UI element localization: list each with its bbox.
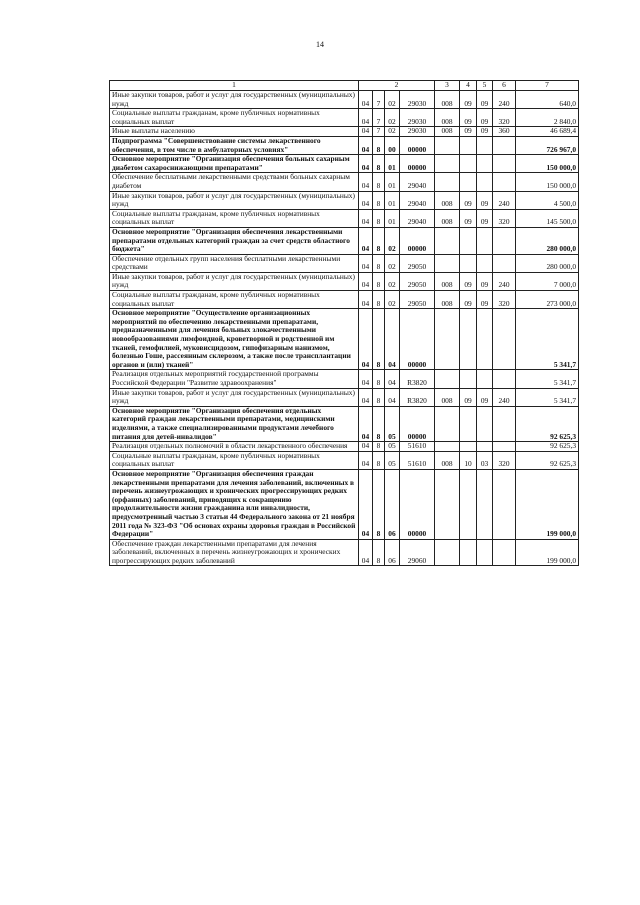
code-cell (477, 406, 493, 441)
code-cell: 02 (385, 291, 400, 309)
code-cell: 320 (493, 209, 516, 227)
code-cell: 06 (385, 539, 400, 566)
code-cell: 02 (385, 91, 400, 109)
code-cell: 8 (373, 191, 385, 209)
code-cell: 8 (373, 370, 385, 388)
table-row (110, 406, 579, 441)
code-cell: 00000 (400, 227, 435, 254)
code-cell: 09 (477, 209, 493, 227)
code-cell: 008 (435, 209, 460, 227)
code-cell: 8 (373, 254, 385, 272)
code-cell: 8 (373, 227, 385, 254)
code-cell: 09 (460, 209, 477, 227)
code-cell: 29040 (400, 173, 435, 191)
header-cell: 3 (435, 81, 460, 91)
code-cell: 09 (477, 272, 493, 290)
code-cell: 7 (373, 91, 385, 109)
code-cell (460, 309, 477, 370)
code-cell: 008 (435, 109, 460, 127)
code-cell: 09 (477, 109, 493, 127)
code-cell: 09 (460, 127, 477, 137)
code-cell (435, 254, 460, 272)
code-cell: 04 (385, 309, 400, 370)
table-row (110, 254, 579, 272)
code-cell: 8 (373, 469, 385, 539)
code-cell: 8 (373, 388, 385, 406)
code-cell: 04 (359, 127, 373, 137)
description-cell: Иные закупки товаров, работ и услуг для государственных (муниципальных) нужд (110, 388, 359, 406)
code-cell (477, 469, 493, 539)
code-cell: 04 (359, 539, 373, 566)
code-cell: 00000 (400, 155, 435, 173)
code-cell: 008 (435, 388, 460, 406)
code-cell (493, 370, 516, 388)
code-cell (460, 173, 477, 191)
code-cell (493, 309, 516, 370)
code-cell: 008 (435, 127, 460, 137)
table-row (110, 539, 579, 566)
table-row (110, 209, 579, 227)
description-cell: Иные выплаты населению (110, 127, 359, 137)
code-cell (435, 370, 460, 388)
description-cell: Основное мероприятие "Осуществление организационных мероприятий по обеспечению лекарственными препаратами, предназначенными для лечения больных злокачественными новообразованиями лимфоидной, кроветворной и родственной им тканей, гемофилией, муковисцидозом, гипофизарным нанизмом, болезнью Гоше, рассеянным склерозом, а также после трансплантации органов и (или) тканей" (110, 309, 359, 370)
table-row (110, 127, 579, 137)
table-row (110, 191, 579, 209)
code-cell (460, 370, 477, 388)
code-cell: 09 (460, 91, 477, 109)
code-cell (477, 155, 493, 173)
table-row (110, 469, 579, 539)
description-cell: Социальные выплаты гражданам, кроме публичных нормативных социальных выплат (110, 291, 359, 309)
code-cell: 00000 (400, 406, 435, 441)
code-cell (493, 227, 516, 254)
code-cell: 04 (385, 388, 400, 406)
header-cell: 1 (110, 81, 359, 91)
code-cell: 8 (373, 451, 385, 469)
header-cell: 5 (477, 81, 493, 91)
code-cell: 04 (359, 109, 373, 127)
description-cell: Основное мероприятие "Организация обеспечения граждан лекарственными препаратами для лечения заболеваний, включенных в перечень жизнеугрожающих и хронических прогрессирующих редких (орфанных) заболеваний, приводящих к сокращению продолжительности жизни гражданина или инвалидности, предусмотренный частью 3 статьи 44 Федерального закона от 21 ноября 2011 года № 323-ФЗ "Об основах охраны здоровья граждан в Российской Федерации" (110, 469, 359, 539)
code-cell: 01 (385, 155, 400, 173)
code-cell: 09 (460, 191, 477, 209)
code-cell: 00000 (400, 469, 435, 539)
code-cell: 09 (460, 388, 477, 406)
code-cell (460, 469, 477, 539)
code-cell (493, 254, 516, 272)
code-cell: 09 (477, 291, 493, 309)
code-cell: 8 (373, 539, 385, 566)
code-cell (435, 442, 460, 452)
code-cell: 04 (359, 91, 373, 109)
code-cell: 05 (385, 406, 400, 441)
code-cell: 04 (359, 291, 373, 309)
table-row (110, 227, 579, 254)
code-cell: 29040 (400, 191, 435, 209)
code-cell: 04 (359, 442, 373, 452)
code-cell: 03 (477, 451, 493, 469)
code-cell (435, 309, 460, 370)
code-cell: 8 (373, 406, 385, 441)
code-cell: 29050 (400, 254, 435, 272)
code-cell: 8 (373, 136, 385, 154)
amount-cell: 273 000,0 (516, 291, 579, 309)
code-cell: 7 (373, 109, 385, 127)
code-cell: 02 (385, 127, 400, 137)
description-cell: Иные закупки товаров, работ и услуг для государственных (муниципальных) нужд (110, 191, 359, 209)
code-cell (460, 406, 477, 441)
amount-cell: 280 000,0 (516, 227, 579, 254)
table-row (110, 370, 579, 388)
code-cell: 008 (435, 91, 460, 109)
code-cell: 04 (359, 388, 373, 406)
code-cell (460, 155, 477, 173)
code-cell: 09 (477, 388, 493, 406)
code-cell (435, 155, 460, 173)
code-cell (460, 442, 477, 452)
code-cell: 02 (385, 109, 400, 127)
code-cell: 8 (373, 309, 385, 370)
amount-cell: 199 000,0 (516, 539, 579, 566)
code-cell: 04 (359, 227, 373, 254)
header-cell: 4 (460, 81, 477, 91)
code-cell: 240 (493, 272, 516, 290)
code-cell (477, 309, 493, 370)
description-cell: Основное мероприятие "Организация обеспечения больных сахарным диабетом сахароснижающими препаратами" (110, 155, 359, 173)
code-cell: 02 (385, 227, 400, 254)
code-cell: 09 (477, 91, 493, 109)
amount-cell: 640,0 (516, 91, 579, 109)
code-cell: 09 (477, 127, 493, 137)
code-cell: 320 (493, 109, 516, 127)
description-cell: Обеспечение отдельных групп населения бесплатными лекарственными средствами (110, 254, 359, 272)
header-cell: 6 (493, 81, 516, 91)
code-cell (477, 227, 493, 254)
code-cell: 29030 (400, 109, 435, 127)
code-cell: 04 (359, 451, 373, 469)
code-cell: 05 (385, 442, 400, 452)
header-cell: 7 (516, 81, 579, 91)
code-cell: 00000 (400, 309, 435, 370)
code-cell: 29030 (400, 127, 435, 137)
table-row (110, 272, 579, 290)
amount-cell: 92 625,3 (516, 451, 579, 469)
code-cell: 09 (477, 191, 493, 209)
code-cell (435, 406, 460, 441)
code-cell: 8 (373, 272, 385, 290)
code-cell: 04 (359, 191, 373, 209)
code-cell (477, 442, 493, 452)
description-cell: Социальные выплаты гражданам, кроме публичных нормативных социальных выплат (110, 109, 359, 127)
description-cell: Основное мероприятие "Организация обеспечения лекарственными препаратами отдельных категорий граждан за счет средств областного бюджета" (110, 227, 359, 254)
amount-cell: 150 000,0 (516, 155, 579, 173)
header-cell: 2 (359, 81, 435, 91)
code-cell: 04 (359, 173, 373, 191)
code-cell (477, 173, 493, 191)
table-row (110, 442, 579, 452)
description-cell: Реализация отдельных полномочий в области лекарственного обеспечения (110, 442, 359, 452)
description-cell: Основное мероприятие "Организация обеспечения отдельных категорий граждан лекарственными препаратами, медицинскими изделиями, а также специализированными продуктами лечебного питания для детей-инвалидов" (110, 406, 359, 441)
amount-cell: 7 000,0 (516, 272, 579, 290)
code-cell: 09 (460, 272, 477, 290)
code-cell: 51610 (400, 451, 435, 469)
code-cell: 29040 (400, 209, 435, 227)
code-cell (435, 539, 460, 566)
code-cell: 8 (373, 209, 385, 227)
table-row (110, 451, 579, 469)
code-cell (477, 254, 493, 272)
amount-cell: 199 000,0 (516, 469, 579, 539)
code-cell: 04 (359, 254, 373, 272)
code-cell: 8 (373, 442, 385, 452)
table-row (110, 136, 579, 154)
code-cell (435, 469, 460, 539)
code-cell: 360 (493, 127, 516, 137)
code-cell (493, 539, 516, 566)
code-cell: 05 (385, 451, 400, 469)
amount-cell: 92 625,3 (516, 442, 579, 452)
budget-table (109, 80, 579, 566)
amount-cell: 5 341,7 (516, 309, 579, 370)
code-cell: 8 (373, 291, 385, 309)
table-row (110, 173, 579, 191)
amount-cell: 5 341,7 (516, 370, 579, 388)
code-cell: 8 (373, 155, 385, 173)
code-cell: 04 (359, 406, 373, 441)
table-row (110, 91, 579, 109)
code-cell: 008 (435, 191, 460, 209)
amount-cell: 4 500,0 (516, 191, 579, 209)
table-row (110, 291, 579, 309)
code-cell: R3820 (400, 388, 435, 406)
amount-cell: 145 500,0 (516, 209, 579, 227)
code-cell (493, 155, 516, 173)
code-cell (493, 469, 516, 539)
table-row (110, 109, 579, 127)
code-cell: 04 (359, 155, 373, 173)
code-cell: 06 (385, 469, 400, 539)
code-cell: 09 (460, 291, 477, 309)
description-cell: Социальные выплаты гражданам, кроме публичных нормативных социальных выплат (110, 451, 359, 469)
code-cell: 04 (385, 370, 400, 388)
amount-cell: 150 000,0 (516, 173, 579, 191)
code-cell: 04 (359, 309, 373, 370)
code-cell (477, 370, 493, 388)
page-number: 14 (316, 40, 324, 49)
code-cell: 008 (435, 451, 460, 469)
code-cell (460, 227, 477, 254)
code-cell (435, 173, 460, 191)
code-cell (460, 254, 477, 272)
code-cell: 04 (359, 370, 373, 388)
code-cell: 02 (385, 254, 400, 272)
code-cell (493, 136, 516, 154)
code-cell: 10 (460, 451, 477, 469)
code-cell: 29030 (400, 91, 435, 109)
amount-cell: 280 000,0 (516, 254, 579, 272)
code-cell: 04 (359, 272, 373, 290)
description-cell: Реализация отдельных мероприятий государственной программы Российской Федерации "Развитие здравоохранения" (110, 370, 359, 388)
code-cell: 00000 (400, 136, 435, 154)
description-cell: Иные закупки товаров, работ и услуг для государственных (муниципальных) нужд (110, 91, 359, 109)
description-cell: Обеспечение бесплатными лекарственными средствами больных сахарным диабетом (110, 173, 359, 191)
code-cell: 02 (385, 272, 400, 290)
amount-cell: 92 625,3 (516, 406, 579, 441)
code-cell: 00 (385, 136, 400, 154)
code-cell: 04 (359, 136, 373, 154)
amount-cell: 2 840,0 (516, 109, 579, 127)
code-cell: R3820 (400, 370, 435, 388)
description-cell: Подпрограмма "Совершенствование системы лекарственного обеспечения, в том числе в амбулаторных условиях" (110, 136, 359, 154)
code-cell (477, 136, 493, 154)
code-cell (460, 539, 477, 566)
code-cell (435, 136, 460, 154)
code-cell: 7 (373, 127, 385, 137)
code-cell: 320 (493, 451, 516, 469)
code-cell: 51610 (400, 442, 435, 452)
code-cell: 008 (435, 272, 460, 290)
table-row (110, 309, 579, 370)
code-cell: 01 (385, 191, 400, 209)
amount-cell: 46 689,4 (516, 127, 579, 137)
code-cell: 320 (493, 291, 516, 309)
code-cell: 01 (385, 209, 400, 227)
description-cell: Иные закупки товаров, работ и услуг для государственных (муниципальных) нужд (110, 272, 359, 290)
code-cell (493, 173, 516, 191)
code-cell: 240 (493, 191, 516, 209)
code-cell: 240 (493, 91, 516, 109)
code-cell (493, 442, 516, 452)
code-cell: 8 (373, 173, 385, 191)
table-row (110, 155, 579, 173)
code-cell: 04 (359, 469, 373, 539)
code-cell: 29050 (400, 272, 435, 290)
code-cell (435, 227, 460, 254)
description-cell: Обеспечение граждан лекарственными препаратами для лечения заболеваний, включенных в перечень жизнеугрожающих и хронических прогрессирующих редких заболеваний (110, 539, 359, 566)
code-cell (477, 539, 493, 566)
code-cell: 29050 (400, 291, 435, 309)
code-cell: 01 (385, 173, 400, 191)
code-cell (493, 406, 516, 441)
amount-cell: 726 967,0 (516, 136, 579, 154)
code-cell: 09 (460, 109, 477, 127)
description-cell: Социальные выплаты гражданам, кроме публичных нормативных социальных выплат (110, 209, 359, 227)
code-cell: 240 (493, 388, 516, 406)
table-row (110, 388, 579, 406)
code-cell: 008 (435, 291, 460, 309)
code-cell: 29060 (400, 539, 435, 566)
code-cell: 04 (359, 209, 373, 227)
header-row (110, 81, 579, 91)
code-cell (460, 136, 477, 154)
amount-cell: 5 341,7 (516, 388, 579, 406)
